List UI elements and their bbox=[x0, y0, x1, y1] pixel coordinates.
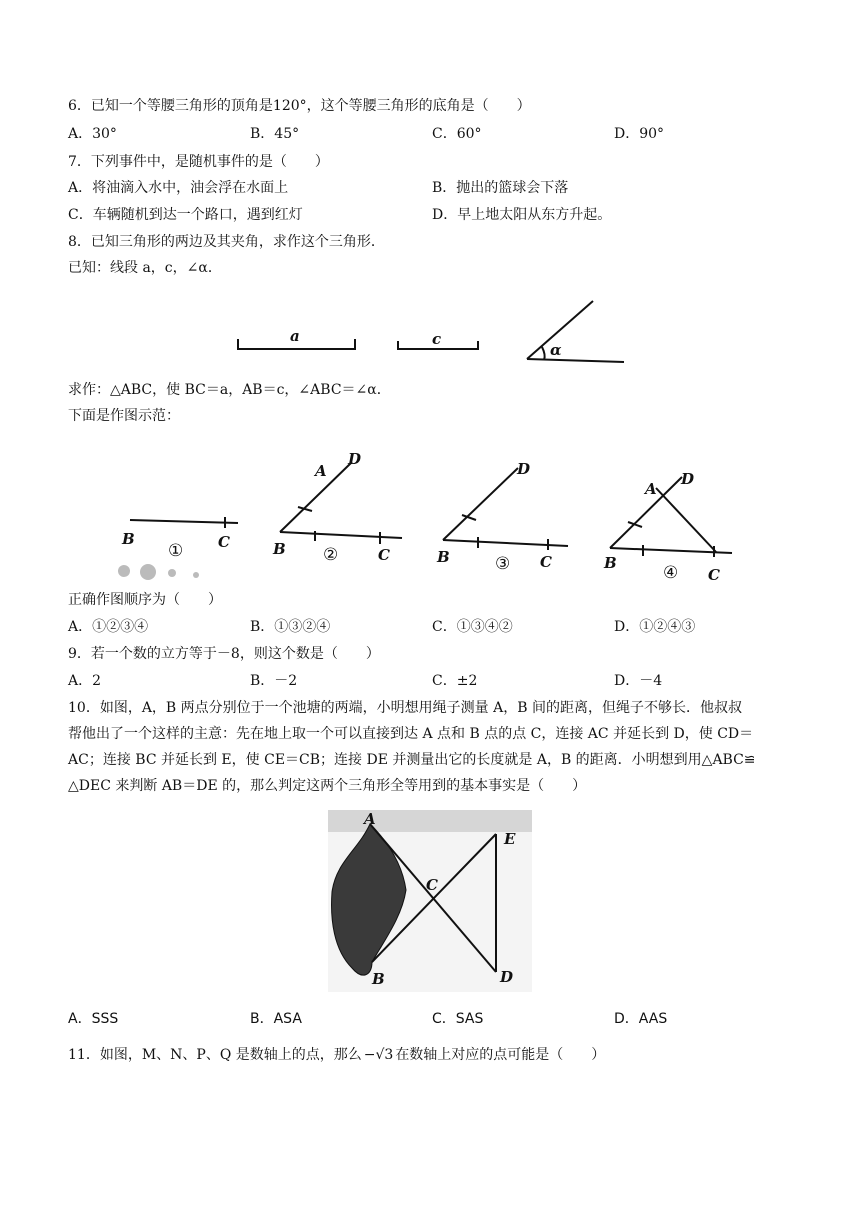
q9-option-d: D．－4 bbox=[614, 673, 663, 689]
q6-option-a: A．30° bbox=[68, 126, 117, 142]
q11-math-neg-sqrt3: −√3 bbox=[363, 1047, 394, 1063]
q7-option-b: B．抛出的篮球会下落 bbox=[432, 180, 569, 196]
step3-point-d: D bbox=[517, 460, 531, 478]
step4-point-a: A bbox=[645, 480, 657, 498]
q7-option-c: C．车辆随机到达一个路口，遇到红灯 bbox=[68, 207, 303, 223]
q11-stem-before: 11．如图，M、N、P、Q 是数轴上的点，那么 bbox=[68, 1047, 362, 1063]
step1-label: ① bbox=[168, 541, 184, 561]
step2-point-d: D bbox=[348, 450, 362, 468]
q7-stem: 7．下列事件中，是随机事件的是（ ） bbox=[68, 154, 329, 170]
step4-point-c: C bbox=[708, 566, 720, 584]
step3-point-c: C bbox=[540, 553, 552, 571]
step4-label: ④ bbox=[663, 563, 679, 583]
q10-option-b: B．ASA bbox=[250, 1011, 302, 1027]
q6-option-b: B．45° bbox=[250, 126, 300, 142]
q6-option-d: D．90° bbox=[614, 126, 665, 142]
q10-stem-line-3: AC；连接 BC 并延长到 E，使 CE＝CB；连接 DE 并测量出它的长度就是 A，B 的距离．小明想到用△ABC≌ bbox=[68, 752, 756, 768]
step3-label: ③ bbox=[495, 554, 511, 574]
q10-stem-line-4: △DEC 来判断 AB＝DE 的，那么判定这两个三角形全等用到的基本事实是（ ） bbox=[68, 778, 587, 794]
q11-stem bbox=[68, 1045, 605, 1065]
step1-point-c: C bbox=[218, 533, 230, 551]
point-d-label: D bbox=[500, 968, 514, 986]
step2-label: ② bbox=[323, 545, 339, 565]
point-e-label: E bbox=[504, 830, 516, 848]
point-b-label: B bbox=[372, 970, 385, 988]
q10-stem-line-1: 10．如图，A，B 两点分别位于一个池塘的两端，小明想用绳子测量 A，B 间的距离，但绳子不够长．他叔叔 bbox=[68, 700, 742, 716]
q8-option-a: A．①②③④ bbox=[68, 619, 149, 635]
q10-option-a: A．SSS bbox=[68, 1011, 119, 1027]
q9-option-b: B．－2 bbox=[250, 673, 298, 689]
q10-option-c: C．SAS bbox=[432, 1011, 484, 1027]
step1-point-b: B bbox=[122, 530, 135, 548]
q8-option-c: C．①③④② bbox=[432, 619, 513, 635]
q8-given-figure bbox=[230, 295, 640, 370]
step4-point-b: B bbox=[604, 554, 617, 572]
step2-point-a: A bbox=[315, 462, 327, 480]
angle-alpha-label: α bbox=[550, 341, 562, 359]
step3-point-b: B bbox=[437, 548, 450, 566]
q8-option-d: D．①②④③ bbox=[614, 619, 696, 635]
q8-question: 正确作图顺序为（ ） bbox=[68, 592, 222, 608]
step4-point-d: D bbox=[681, 470, 695, 488]
segment-c-label: c bbox=[432, 330, 442, 348]
segment-a-label: a bbox=[290, 327, 300, 345]
q6-stem: 6．已知一个等腰三角形的顶角是120°，这个等腰三角形的底角是（ ） bbox=[68, 98, 531, 114]
q9-option-a: A．2 bbox=[68, 673, 102, 689]
q8-given: 已知：线段 a，c，∠α． bbox=[68, 260, 222, 276]
q10-pond-figure bbox=[328, 810, 532, 992]
q10-stem-line-2: 帮他出了一个这样的主意：先在地上取一个可以直接到达 A 点和 B 点的点 C，连接 AC 并延长到 D，使 CD＝ bbox=[68, 726, 754, 742]
point-c-label: C bbox=[426, 876, 438, 894]
q9-option-c: C．±2 bbox=[432, 673, 478, 689]
step2-point-c: C bbox=[378, 546, 390, 564]
q6-option-c: C．60° bbox=[432, 126, 482, 142]
q9-stem: 9．若一个数的立方等于－8，则这个数是（ ） bbox=[68, 646, 380, 662]
step2-point-b: B bbox=[273, 540, 286, 558]
q8-construction-steps-figure bbox=[110, 440, 750, 590]
point-a-label: A bbox=[364, 810, 376, 828]
q8-construct: 求作：△ABC，使 BC＝a，AB＝c，∠ABC＝∠α． bbox=[68, 382, 391, 398]
q8-option-b: B．①③②④ bbox=[250, 619, 331, 635]
q8-example-intro: 下面是作图示范： bbox=[68, 408, 180, 424]
q7-option-d: D．早上地太阳从东方升起。 bbox=[432, 207, 612, 223]
q8-stem: 8．已知三角形的两边及其夹角，求作这个三角形． bbox=[68, 234, 385, 250]
q11-stem-after: 在数轴上对应的点可能是（ ） bbox=[395, 1047, 606, 1063]
q7-option-a: A．将油滴入水中，油会浮在水面上 bbox=[68, 180, 289, 196]
q10-option-d: D．AAS bbox=[614, 1011, 668, 1027]
